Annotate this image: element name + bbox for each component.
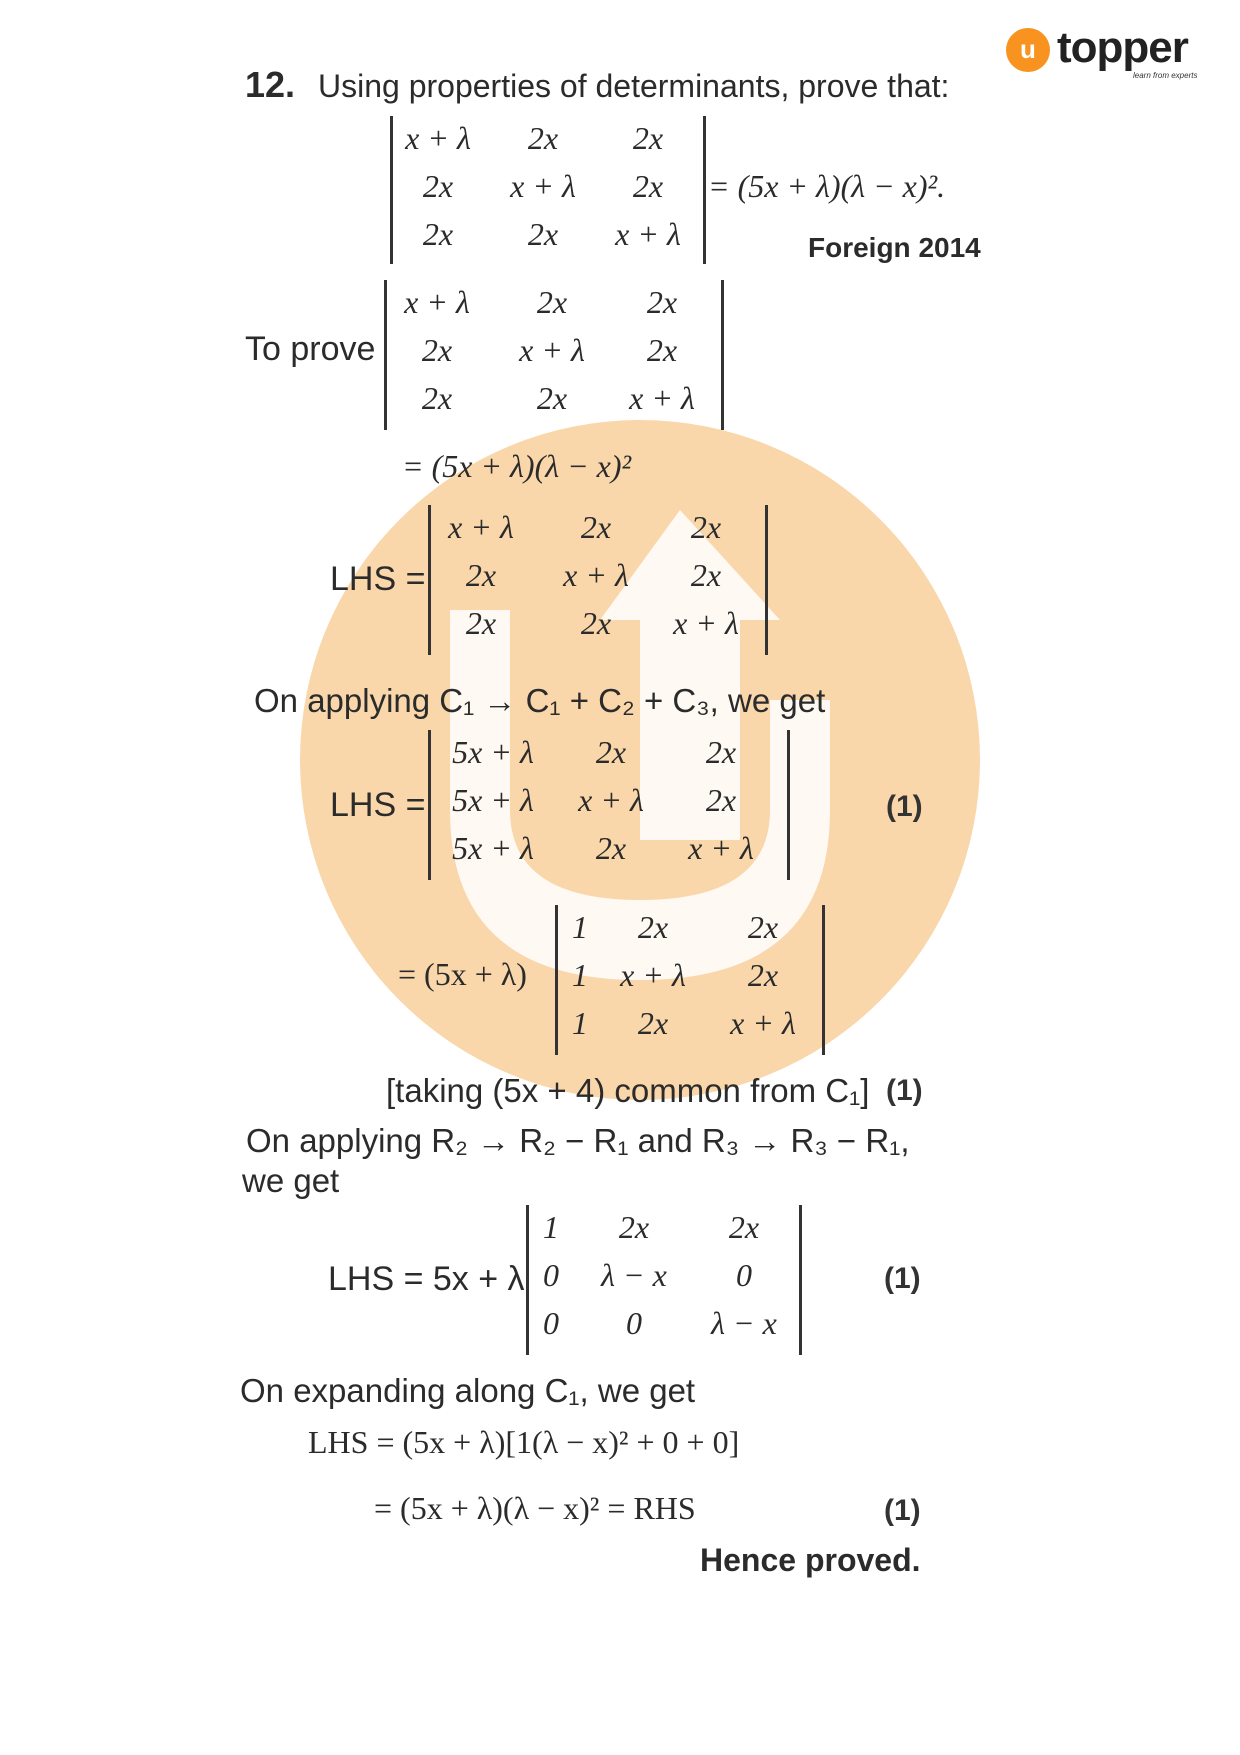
matrix-cell: 2x [690,557,722,593]
matrix-cell: 2x [527,216,559,252]
matrix-cell: 2x [646,284,678,320]
matrix-cell: 2x [536,284,568,320]
matrix-cell: 2x [637,909,669,945]
step2-note: [taking (5x + 4) common from C₁] [386,1072,870,1109]
matrix-cell: x + λ [448,509,514,545]
step3-text-b: we get [242,1162,340,1199]
matrix-cell: x + λ [519,332,585,368]
matrix-cell: x + λ [404,284,470,320]
conclusion: Hence proved. [700,1542,921,1578]
brand-tagline: learn from experts [1133,71,1198,80]
step3-determinant [526,1205,802,1355]
step1-determinant [428,730,790,880]
matrix-cell: 2x [527,120,559,156]
step1-text: On applying C₁ → C₁ + C₂ + C₃, we get [254,682,826,719]
matrix-cell: x + λ [405,120,471,156]
matrix-cell: x + λ [673,605,739,641]
matrix-cell: 1 [543,1209,559,1245]
matrix-cell: 5x + λ [452,830,534,866]
matrix-cell: 2x [595,830,627,866]
step2-label: = (5x + λ) [398,956,527,992]
to-prove-determinant [384,280,724,430]
matrix-cell: 2x [421,332,453,368]
matrix-cell: 5x + λ [452,782,534,818]
matrix-cell: 2x [747,909,779,945]
question-prompt: Using properties of determinants, prove that: [318,68,950,104]
question-source: Foreign 2014 [808,232,981,263]
question-determinant [390,116,706,264]
step1-label: LHS = [330,786,426,824]
matrix-cell: 0 [736,1257,752,1293]
matrix-cell: x + λ [510,168,576,204]
matrix-cell: 2x [705,782,737,818]
lhs-determinant [428,505,768,655]
step2-determinant [555,905,825,1055]
matrix-cell: x + λ [615,216,681,252]
matrix-cell: 2x [421,380,453,416]
matrix-cell: 2x [646,332,678,368]
matrix-cell: 2x [705,734,737,770]
matrix-cell: 2x [422,168,454,204]
svg-text:u: u [1020,34,1036,64]
matrix-cell: x + λ [578,782,644,818]
matrix-cell: 2x [632,168,664,204]
matrix-cell: 2x [637,1005,669,1041]
matrix-cell: 2x [580,509,612,545]
matrix-cell: 2x [536,380,568,416]
step3-mark: (1) [884,1262,921,1295]
to-prove-rhs: = (5x + λ)(λ − x)² [402,448,632,484]
step4-text: On expanding along C₁, we get [240,1372,696,1409]
brand-name: topper [1057,23,1188,72]
matrix-cell: 2x [465,605,497,641]
matrix-cell: 2x [632,120,664,156]
matrix-cell: 1 [572,1005,588,1041]
matrix-cell: 1 [572,957,588,993]
matrix-cell: 2x [595,734,627,770]
matrix-cell: 2x [422,216,454,252]
matrix-cell: 2x [618,1209,650,1245]
step3-label: LHS = 5x + λ [328,1260,525,1298]
matrix-cell: x + λ [730,1005,796,1041]
lhs-label: LHS = [330,560,426,598]
matrix-cell: λ − x [711,1305,777,1341]
step1-mark: (1) [886,790,923,823]
matrix-cell: 2x [465,557,497,593]
matrix-cell: x + λ [688,830,754,866]
brand-logo [1005,25,1205,85]
to-prove-label: To prove [245,330,376,368]
matrix-cell: 5x + λ [452,734,534,770]
matrix-cell: 0 [543,1305,559,1341]
question-number: 12. [245,64,296,105]
step4-line2: = (5x + λ)(λ − x)² = RHS [374,1490,696,1526]
matrix-cell: 2x [580,605,612,641]
matrix-cell: x + λ [563,557,629,593]
step2-mark: (1) [886,1074,923,1107]
matrix-cell: 2x [690,509,722,545]
step3-text-a: On applying R₂ → R₂ − R₁ and R₃ → R₃ − R₁, [246,1122,910,1159]
matrix-cell: 0 [543,1257,559,1293]
matrix-cell: λ − x [601,1257,667,1293]
matrix-cell: 0 [626,1305,642,1341]
step4-mark: (1) [884,1494,921,1527]
matrix-cell: 2x [747,957,779,993]
matrix-cell: x + λ [629,380,695,416]
step4-line1: LHS = (5x + λ)[1(λ − x)² + 0 + 0] [308,1424,740,1460]
matrix-cell: x + λ [620,957,686,993]
question-rhs: = (5x + λ)(λ − x)². [708,168,946,204]
matrix-cell: 1 [572,909,588,945]
topper-logo-icon [1005,27,1051,73]
matrix-cell: 2x [728,1209,760,1245]
